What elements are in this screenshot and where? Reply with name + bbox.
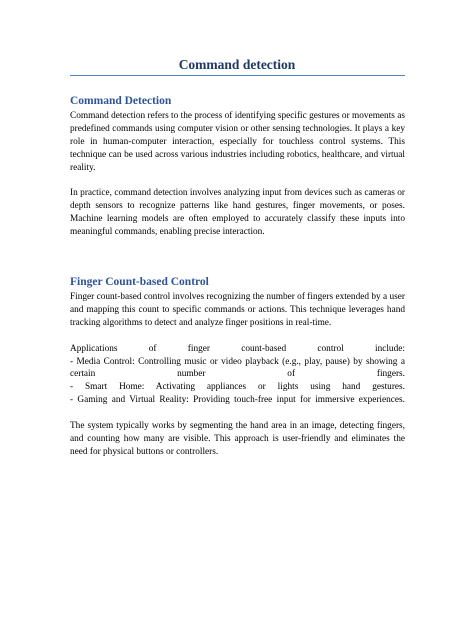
applications-word: control: [317, 343, 344, 354]
applications-word: include:: [374, 343, 405, 354]
paragraph-system-operation: The system typically works by segmenting the hand area in an image, detecting fingers, and counting how many are visible. This approach is user-friendly and eliminates the need for physical buttons or controllers.: [70, 421, 405, 457]
section-finger-count-control: [70, 275, 405, 472]
title-underline: [70, 75, 405, 76]
list-item-media-control-line2: [70, 368, 405, 381]
paragraph-finger-count-definition: Finger count-based control involves recognizing the number of fingers extended by a user and mapping this count to specific commands or actions. This technique leverages hand tracking algorithms to detect and analyze finger positions in real-time.: [70, 292, 405, 328]
section-heading-finger-count: Finger Count-based Control: [70, 276, 209, 288]
list-item-gaming-vr: - Gaming and Virtual Reality: Providing touch-free input for immersive experiences.: [70, 395, 405, 406]
document-title: Command detection: [178, 57, 296, 72]
media-control-word: of: [287, 369, 296, 380]
paragraph-command-detection-definition: Command detection refers to the process of identifying specific gestures or movements as predefined commands using computer vision or other sensing technologies. It plays a key role in human-computer interaction, especially for touchless control systems. This technique can be used across various industries including robotics, healthcare, and virtual reality.: [70, 111, 405, 173]
section-heading-command-detection: Command Detection: [70, 95, 172, 107]
section-command-detection: [70, 94, 405, 252]
paragraph-command-detection-practice: In practice, command detection involves analyzing input from devices such as cameras or depth sensors to recognize patterns like hand gestures, finger movements, or poses. Machine learning models are often employed to accurately classify these inputs into meaningful commands, enabling precise interaction.: [70, 188, 405, 238]
applications-word: Applications: [70, 343, 118, 354]
media-control-word: certain: [70, 369, 96, 380]
list-item-media-control-line1: - Media Control: Controlling music or video playback (e.g., play, pause) by showing a: [70, 356, 405, 367]
media-control-word: fingers.: [376, 369, 405, 380]
applications-intro-line: [70, 343, 405, 356]
applications-word: count-based: [241, 343, 287, 354]
media-control-word: number: [177, 369, 206, 380]
applications-word: of: [148, 343, 157, 354]
applications-word: finger: [187, 343, 210, 354]
list-item-smart-home: - Smart Home: Activating appliances or lights using hand gestures.: [70, 382, 405, 393]
